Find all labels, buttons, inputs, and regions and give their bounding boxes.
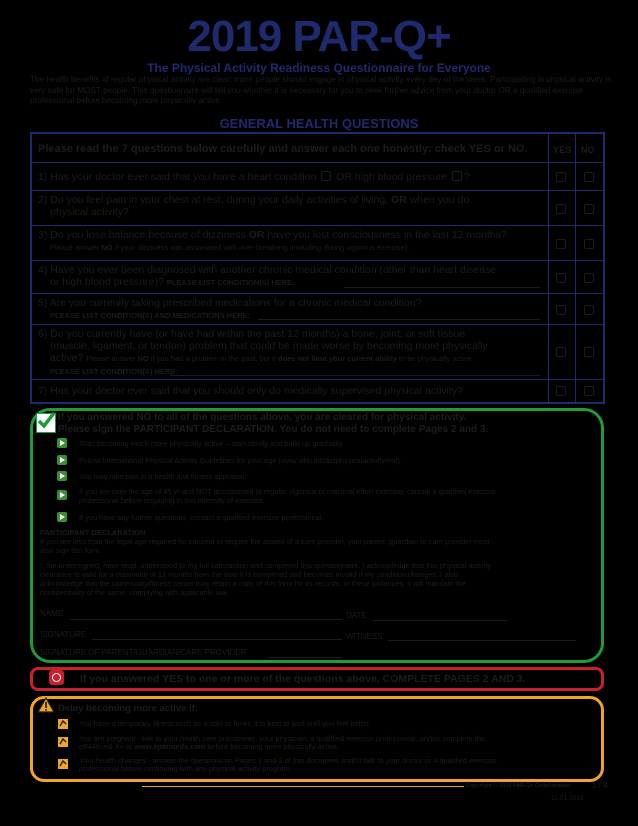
question-2-part-a: 2) Do you feel pain in your chest at rest, during your daily activities of living,	[38, 194, 389, 206]
question-1-part-c: ?	[464, 171, 470, 183]
question-6-text	[38, 328, 546, 378]
bullet-arrow-icon	[57, 490, 67, 500]
bullet-arrow-icon	[57, 438, 67, 448]
q5-yes-checkbox[interactable]	[556, 305, 566, 315]
question-row-4	[32, 260, 603, 293]
q4-no-checkbox[interactable]	[584, 273, 594, 283]
question-6-note-no: NO	[137, 354, 149, 363]
question-5-answer-line[interactable]	[258, 319, 540, 320]
q4-yes-checkbox[interactable]	[556, 273, 566, 283]
q2-yes-checkbox[interactable]	[556, 204, 566, 214]
question-3-note	[38, 243, 409, 252]
question-5-part-a: 5) Are you currently taking prescribed medications for a chronic medical condition?	[38, 297, 422, 309]
question-3-part-a: 3) Do you lose balance because of dizziness	[38, 229, 246, 241]
declaration-line-4: clearance is valid for a maximum of 12 months from the date it is completed and becomes invalid if my condition changes. I also	[40, 570, 458, 579]
yes-header: YES	[553, 145, 572, 155]
warning-icon	[37, 697, 55, 713]
hand-pointer-icon	[57, 735, 69, 747]
bullet-arrow-icon	[57, 512, 67, 522]
declaration-title: PARTICIPANT DECLARATION	[40, 528, 146, 537]
delay-bullet-3a: Your health changes - answer the questions on Pages 2 and 3 of this document and/or talk to your doctor or a qualified exercise	[79, 756, 497, 765]
q3-no-checkbox[interactable]	[584, 239, 594, 249]
cleared-bullet-2: Follow International Physical Activity Guidelines for your age (www.who.int/dietphysicalactivity/en/).	[79, 456, 402, 465]
question-4-part-b: or high blood pressure)?	[50, 276, 164, 288]
delay-bullet-2c-text: before becoming more physically active.	[207, 742, 339, 751]
question-row-7	[32, 379, 603, 402]
question-6-note-c: to be physically active.	[398, 354, 474, 363]
q6-yes-checkbox[interactable]	[556, 347, 566, 357]
question-2-text	[38, 194, 546, 218]
q1-yes-checkbox[interactable]	[556, 172, 566, 182]
question-row-2	[32, 190, 603, 225]
date-label: DATE	[346, 611, 367, 620]
question-3-or: OR	[248, 229, 265, 241]
cleared-bullet-5: If you have any further questions, contact a qualified exercise professional.	[79, 513, 324, 522]
bullet-arrow-icon	[57, 471, 67, 481]
footer-date: 11-01-2018	[551, 795, 584, 802]
declaration-line-3: I, the undersigned, have read, understood to my full satisfaction and completed this questionnaire. I acknowledge that this physical activity	[40, 561, 492, 570]
heart-condition-checkbox[interactable]	[321, 171, 331, 181]
question-4-answer-line[interactable]	[344, 287, 540, 288]
question-3-part-b: have you lost consciousness in the last 12 months?	[267, 229, 507, 241]
question-6-note-bold: does not limit your current ability	[278, 354, 397, 363]
witness-field[interactable]	[388, 640, 576, 641]
q1-no-checkbox[interactable]	[584, 172, 594, 182]
page-title: 2019 PAR-Q+	[187, 12, 451, 61]
question-3-note-a: Please answer	[50, 243, 100, 252]
cleared-heading-1: If you answered NO to all of the questions above, you are cleared for physical activity.	[58, 412, 467, 423]
footer-page-number: 1 / 4	[592, 781, 608, 790]
question-row-3	[32, 225, 603, 260]
footer-copyright: Copyright © 2019 PAR-Q+ Collaboration	[466, 783, 571, 789]
question-5-list-label: PLEASE LIST CONDITION(S) AND MEDICATIONS HERE:	[50, 311, 251, 320]
name-label: NAME	[40, 609, 64, 618]
question-1-part-b: OR high blood pressure	[336, 171, 448, 183]
question-row-1	[32, 162, 603, 190]
delay-bullet-2a: You are pregnant - talk to your health care practitioner, your physician, a qualified exercise professional, and/or complete the	[79, 734, 486, 743]
declaration-line-6: confidentiality of the same, complying with applicable law.	[40, 588, 229, 597]
name-field[interactable]	[70, 619, 342, 620]
guardian-signature-field[interactable]	[268, 657, 342, 658]
stop-icon	[49, 670, 64, 685]
hand-pointer-icon	[57, 717, 69, 729]
q7-yes-checkbox[interactable]	[556, 386, 566, 396]
signature-label: SIGNATURE	[40, 630, 87, 639]
question-4-text	[38, 264, 546, 289]
delay-bullet-1: You have a temporary illness such as a cold or fever; it is best to wait until you feel better.	[79, 719, 371, 728]
cleared-bullet-4a: If you are over the age of 45 yr and NOT accustomed to regular vigorous to maximal effort exercise, consult a qualified exercise	[79, 487, 496, 496]
declaration-line-1: If you are less than the legal age required for consent or require the assent of a care provider, your parent, guardian or care provider must	[40, 537, 490, 546]
blood-pressure-checkbox[interactable]	[452, 171, 462, 181]
declaration-line-2: also sign this form.	[40, 546, 102, 555]
question-2-part-c: physical activity?	[50, 206, 129, 218]
footer-rule	[142, 786, 464, 787]
cleared-bullet-1: Start becoming much more physically active – start slowly and build up gradually.	[79, 439, 344, 448]
complete-pages-text: If you answered YES to one or more of the questions above, COMPLETE PAGES 2 AND 3.	[80, 673, 526, 685]
delay-bullet-2b-text: ePARmed-X+ at	[79, 742, 133, 751]
hand-pointer-icon	[57, 757, 69, 769]
section-title: GENERAL HEALTH QUESTIONS	[219, 116, 419, 131]
question-6-list-label: PLEASE LIST CONDITION(S) HERE:	[50, 367, 178, 376]
eparmedx-link[interactable]: www.eparmedx.com	[134, 742, 206, 751]
q2-no-checkbox[interactable]	[584, 204, 594, 214]
no-header: NO	[581, 145, 595, 155]
question-4-list-label: PLEASE LIST CONDITION(S) HERE:	[166, 278, 295, 287]
question-row-5	[32, 293, 603, 324]
table-header-row	[32, 134, 603, 162]
questions-table	[30, 132, 605, 404]
date-field[interactable]	[372, 620, 508, 621]
question-3-note-b: if your dizziness was associated with over-breathing (including during vigorous exercise).	[114, 243, 410, 252]
question-2-part-b: when you do	[409, 194, 470, 206]
question-6-answer-line[interactable]	[170, 375, 540, 376]
page-subtitle: The Physical Activity Readiness Questionnaire for Everyone	[147, 61, 491, 75]
question-6-part-b: (muscle, ligament, or tendon) problem that could be made worse by becoming more physically	[50, 340, 488, 352]
guardian-signature-label: SIGNATURE OF PARENT/GUARDIAN/CARE PROVIDER	[40, 648, 247, 657]
q3-yes-checkbox[interactable]	[556, 239, 566, 249]
signature-field[interactable]	[92, 639, 342, 640]
question-3-note-no: NO	[101, 243, 113, 252]
cleared-bullet-4b: professional before engaging in this intensity of exercise.	[79, 496, 265, 505]
question-6-note-a: Please answer	[86, 354, 136, 363]
question-3-text	[38, 229, 546, 254]
checkmark-icon	[36, 413, 56, 433]
cleared-heading-2: Please sign the PARTICIPANT DECLARATION. You do not need to complete Pages 2 and 3.	[58, 424, 489, 435]
bullet-arrow-icon	[57, 455, 67, 465]
delay-heading: Delay becoming more active if:	[58, 703, 198, 714]
question-6-part-c: active?	[50, 352, 84, 364]
question-6-part-a: 6) Do you currently have (or have had within the past 12 months) a bone, joint, or soft tissue	[38, 328, 466, 340]
cleared-bullet-3: You may take part in a health and fitness appraisal.	[79, 472, 247, 481]
question-4-part-a: 4) Have you ever been diagnosed with another chronic medical condition (other than heart disease	[38, 264, 497, 276]
declaration-line-5: acknowledge that the community/fitness center may retain a copy of this form for its records. In these instances, it will maintain the	[40, 579, 466, 588]
question-6-note-b: if you had a problem in the past, but it	[150, 354, 276, 363]
delay-bullet-2b	[79, 742, 339, 751]
q5-no-checkbox[interactable]	[584, 305, 594, 315]
witness-label: WITNESS	[346, 632, 383, 641]
table-instruction: Please read the 7 questions below carefully and answer each one honestly: check YES or NO.	[38, 143, 528, 155]
question-1-text	[38, 171, 546, 183]
delay-bullet-3b: professional before continuing with any physical activity program.	[79, 764, 292, 773]
q7-no-checkbox[interactable]	[584, 386, 594, 396]
question-7-text: 7) Has your doctor ever said that you should only do medically supervised physical activity?	[38, 385, 463, 397]
q6-no-checkbox[interactable]	[584, 347, 594, 357]
question-row-6	[32, 324, 603, 379]
question-2-or: OR	[391, 194, 407, 206]
question-1-part-a: 1) Has your doctor ever said that you have a heart condition	[38, 171, 317, 183]
intro-paragraph: The health benefits of regular physical activity are clear; more people should engage in physical activity every day of the week. Participating in physical activity is very safe for MOST people. This questionnaire will tell you whether it is necessary for you to seek further advice from your doctor OR a qualified exercise professional before becoming more physically active.	[30, 75, 612, 105]
question-6-note	[86, 354, 474, 363]
